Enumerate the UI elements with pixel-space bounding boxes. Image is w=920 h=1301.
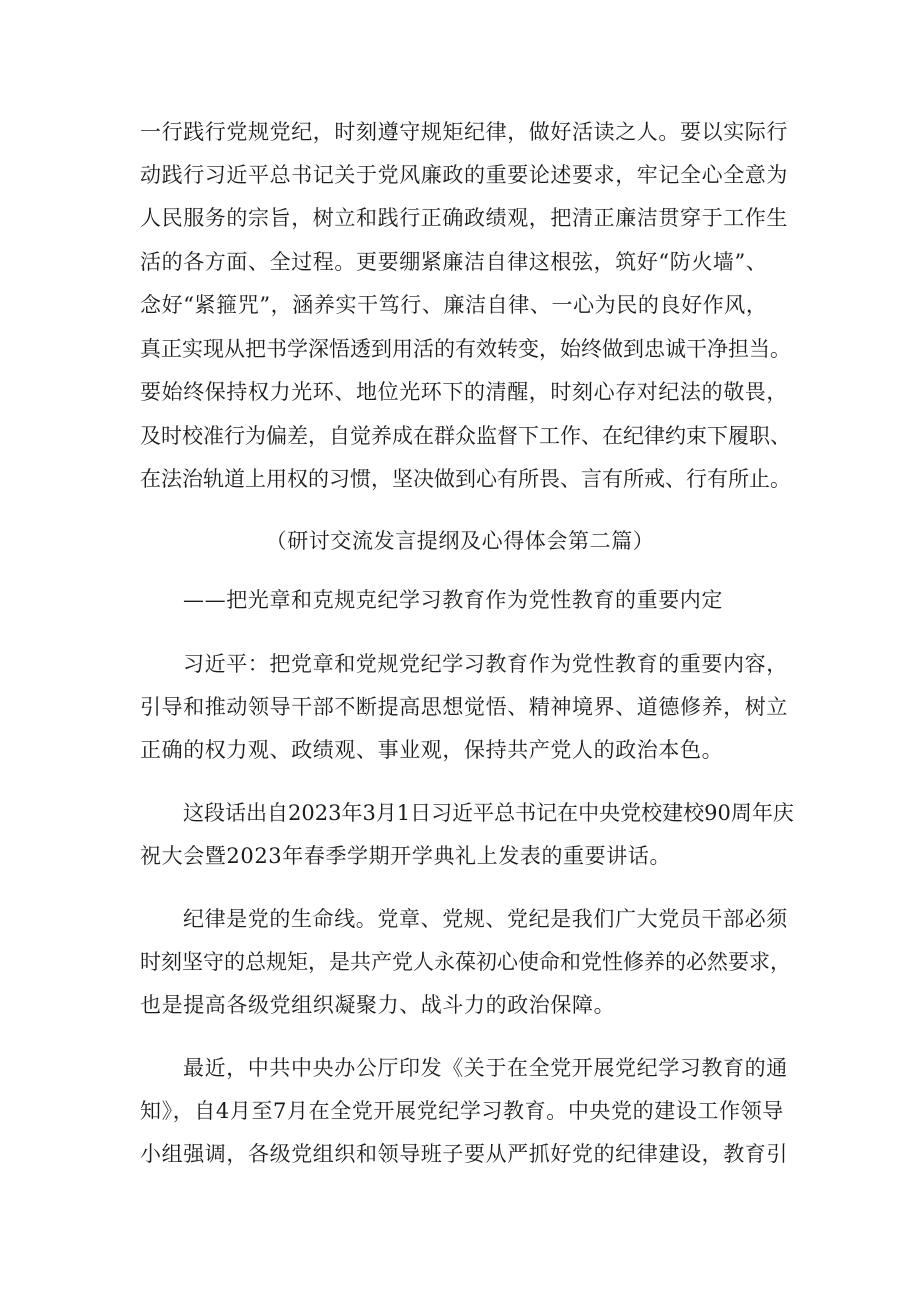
para1-line-9: 在法治轨道上用权的习惯，坚决做到心有所畏、言有所戒、行有所止。	[140, 467, 791, 491]
para3-line-1: 这段话出自2023年3月1日习近平总书记在中央党校建校90周年庆	[183, 801, 794, 825]
para1-line-4: 活的各方面、全过程。更要绷紧廉洁自律这根弦，筑好“防火墙”、	[140, 250, 768, 274]
para1-line-8: 及时校准行为偏差，自觉养成在群众监督下工作、在纪律约束下履职、	[140, 424, 791, 448]
para5-line-1: 最近，中共中央办公厅印发《关于在全党开展党纪学习教育的通	[183, 1056, 788, 1080]
para5-line-3: 小组强调，各级党组织和领导班子要从严抓好党的纪律建设，教育引	[140, 1142, 788, 1166]
para5-line-2: 知》，自4月至7月在全党开展党纪学习教育。中央党的建设工作领导	[140, 1099, 784, 1123]
para1-line-2: 动践行习近平总书记关于党风廉政的重要论述要求，牢记全心全意为	[140, 163, 788, 187]
para4-line-1: 纪律是党的生命线。党章、党规、党纪是我们广大党员干部必须	[183, 907, 788, 931]
para3-line-2: 祝大会暨2023年春季学期开学典礼上发表的重要讲话。	[140, 844, 672, 868]
section-subheading: ——把光章和克规克纪学习教育作为党性教育的重要内定	[183, 588, 723, 612]
para4-line-3: 也是提高各级党组织凝聚力、战斗力的政治保障。	[140, 993, 616, 1017]
para2-line-1: 习近平：把党章和党规党纪学习教育作为党性教育的重要内容，	[183, 652, 788, 676]
para4-line-2: 时刻坚守的总规矩，是共产党人永葆初心使命和党性修养的必然要求，	[140, 950, 791, 974]
section-heading: （研讨交流发言提纲及心得体会第二篇）	[265, 529, 655, 553]
para1-line-5: 念好“紧箍咒”，涵养实干笃行、廉洁自律、一心为民的良好作风，	[140, 293, 768, 317]
para1-line-1: 一行践行党规党纪，时刻遵守规矩纪律，做好活读之人。要以实际行	[140, 120, 788, 144]
para2-line-2: 引导和推动领导干部不断提高思想觉悟、精神境界、道德修养，树立	[140, 695, 788, 719]
para2-line-3: 正确的权力观、政绩观、事业观，保持共产党人的政治本色。	[140, 738, 724, 762]
para1-line-7: 要始终保持权力光环、地位光环下的清醒，时刻心存对纪法的敬畏，	[140, 380, 788, 404]
para1-line-3: 人民服务的宗旨，树立和践行正确政绩观，把清正廉洁贯穿于工作生	[140, 206, 788, 230]
para1-line-6: 真正实现从把书学深悟透到用活的有效转变，始终做到忠诚干净担当。	[140, 337, 791, 361]
